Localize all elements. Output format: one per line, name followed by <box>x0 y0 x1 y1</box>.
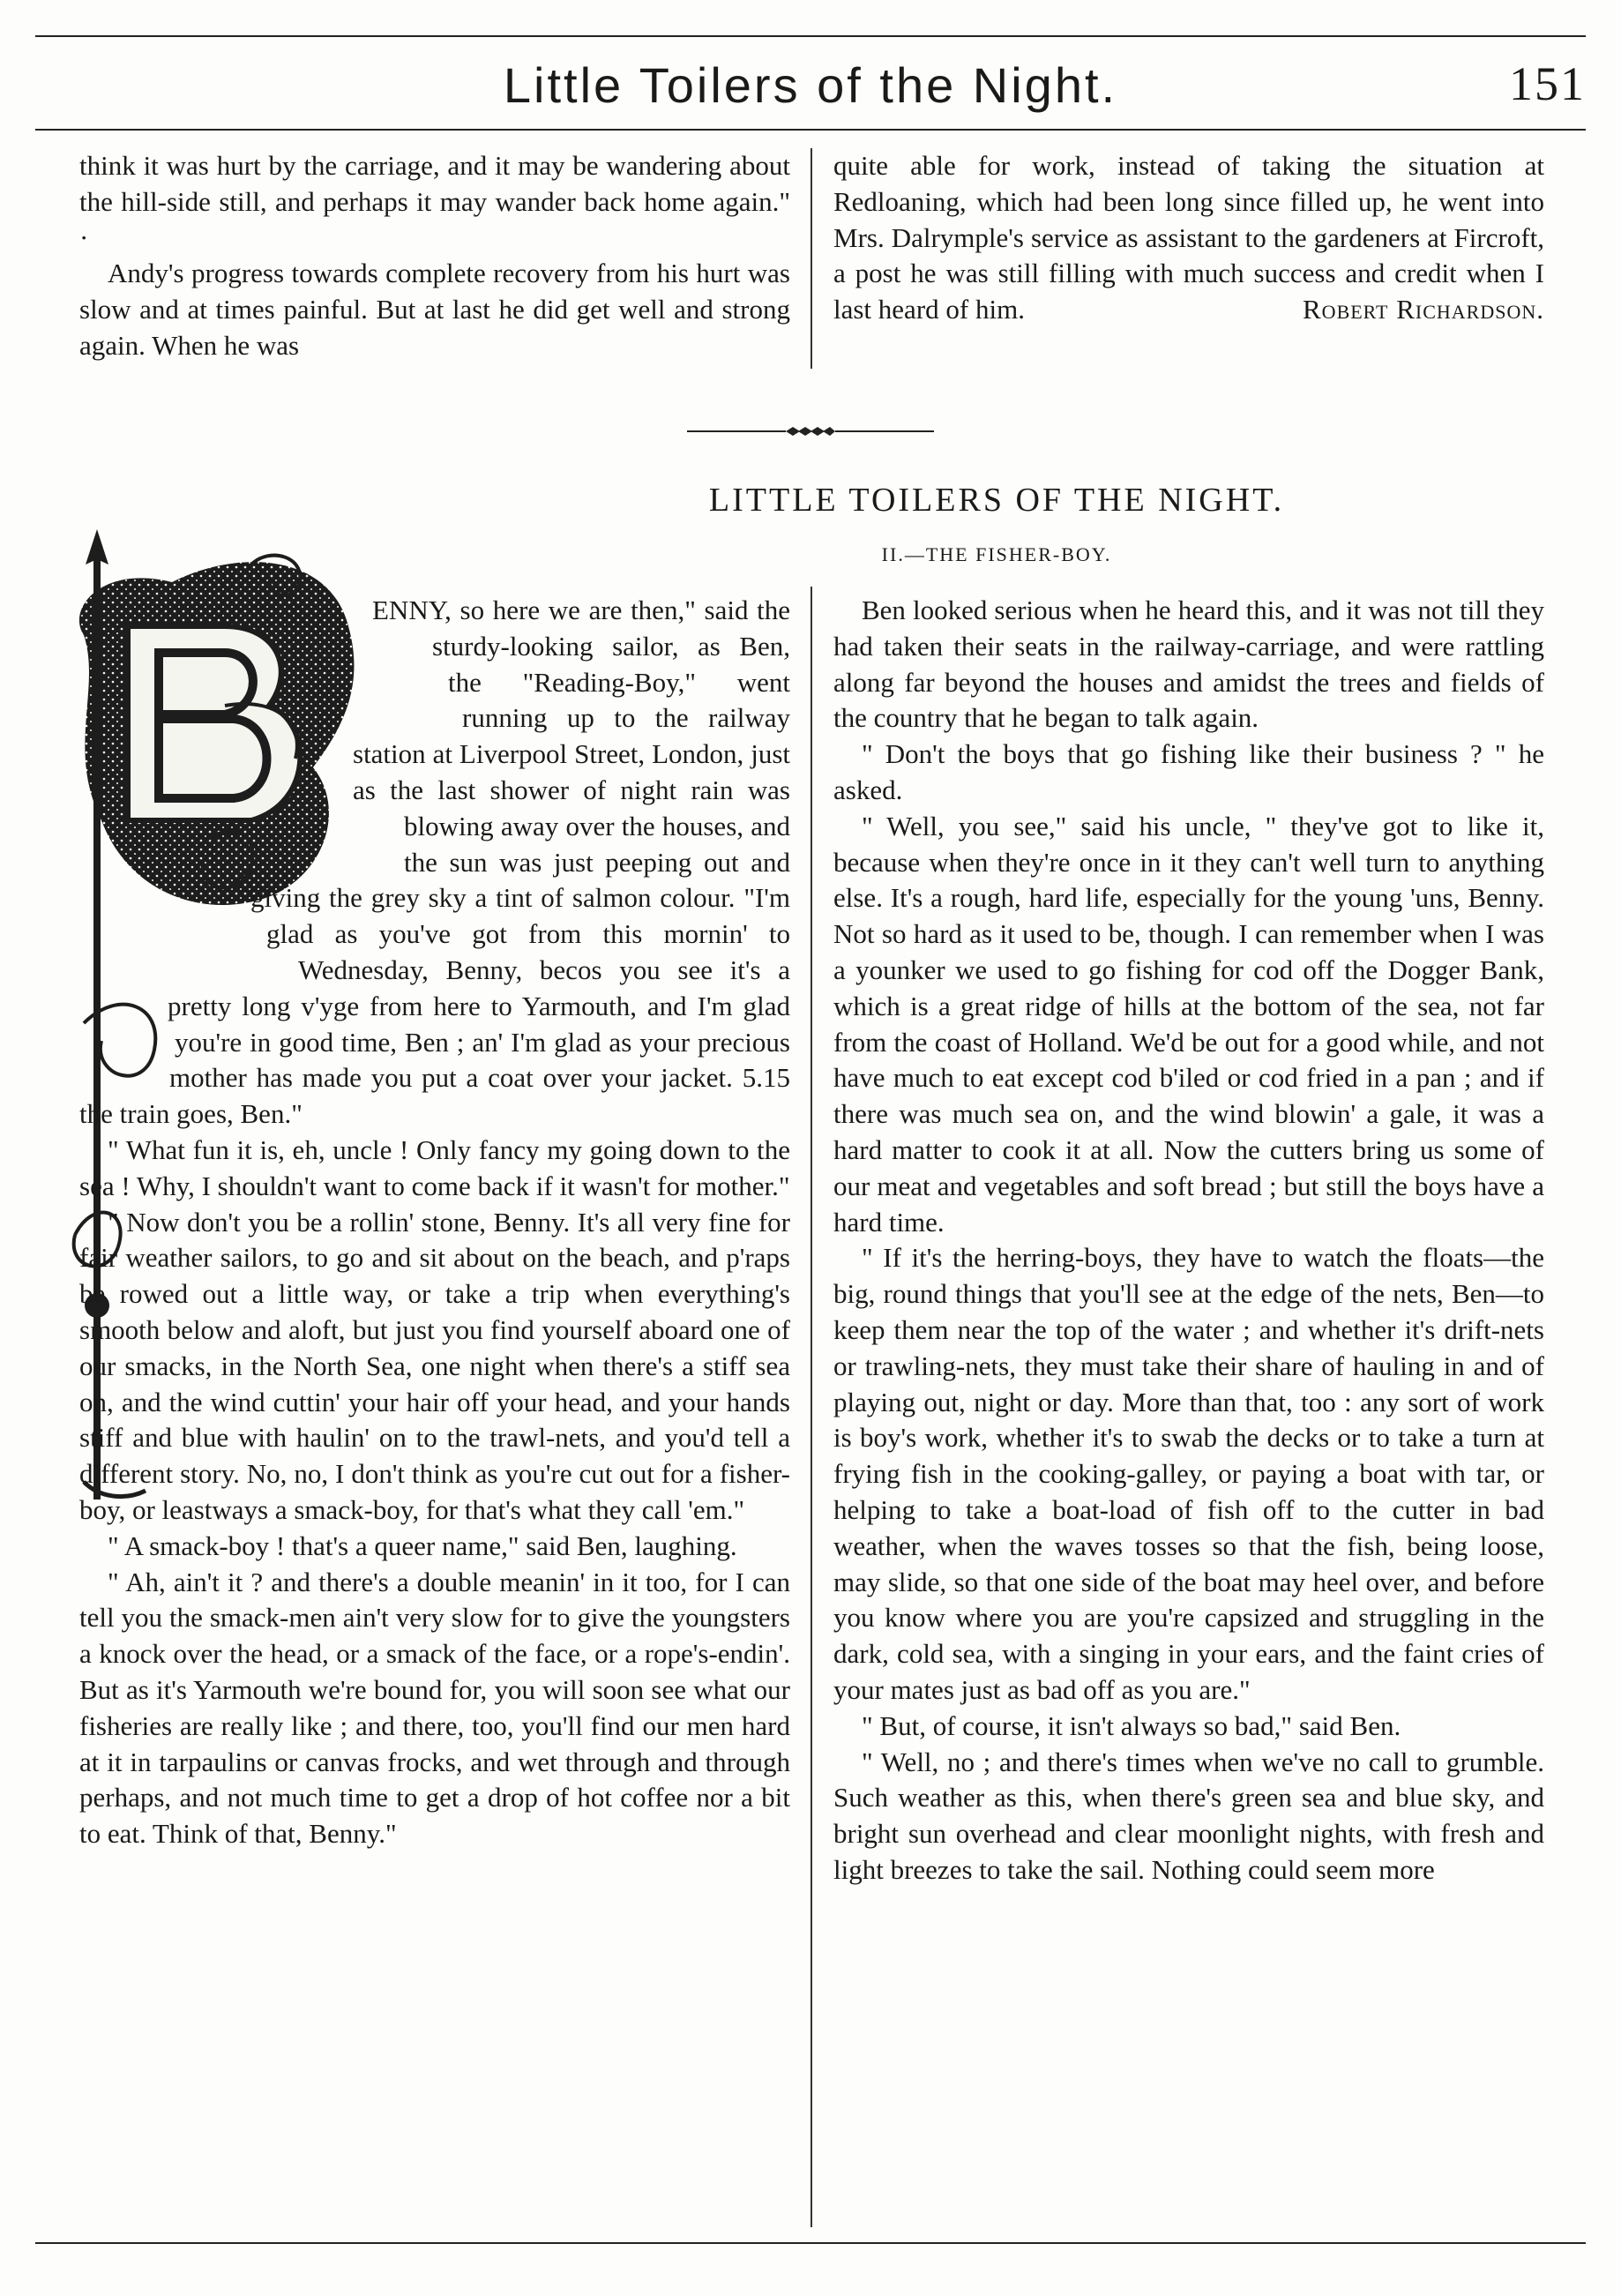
article-right-column <box>833 593 1544 1888</box>
article-title: LITTLE TOILERS OF THE NIGHT. <box>708 482 1285 519</box>
article-subtitle: II.—THE FISHER-BOY. <box>881 543 1112 565</box>
previous-story-left-column <box>79 148 790 364</box>
running-head <box>35 44 1586 129</box>
paragraph: ENNY, so here we are then," said the sturdy-looking sailor, as Ben, the "Reading-Boy," went running up to the railway station at Liverpool Street, London, just as the last shower of night rain was blowing away over the houses, and the sun was just peeping out and giving the grey sky a tint of salmon colour. "I'm glad as you've got from this mornin' to Wednesday, Benny, becos you see it's a pretty long v'yge from here to Yarmouth, and I'm glad you're in good time, Ben ; an' I'm glad as your precious mother has made you put a coat over your jacket. 5.15 the train goes, Ben." <box>79 595 790 1130</box>
previous-story-right-column <box>833 148 1544 328</box>
paragraph: Ben looked serious when he heard this, and it was not till they had taken their seats in the railway-carriage, and were rattling along far beyond the houses and amidst the trees and fields of the country that he began to talk again. <box>833 595 1544 734</box>
bottom-rule <box>35 2242 1586 2244</box>
initial-wrap-spacer <box>79 1025 175 1061</box>
paragraph: quite able for work, instead of taking the situation at Redloaning, which had been long since filled up, he went into Mrs. Dalrymple's service as assistant to the gardeners at Fircroft, a post he was still filling with much success and credit when I last heard of him. <box>833 150 1544 325</box>
author-signature: Robert Richardson. <box>1303 294 1544 325</box>
initial-wrap-spacer <box>79 989 168 1025</box>
column-divider <box>810 587 812 2227</box>
section-separator-ornament <box>687 424 934 438</box>
paragraph: " Now don't you be a rollin' stone, Benny. It's all very fine for fair weather sailors, to go and sit about on the beach, and p'raps be rowed out a little way, or take a trip when everything's smooth below and aloft, but just you find yourself aboard one of our smacks, in the North Sea, one night when there's a stiff sea on, and the wind cuttin' your hair off your head, and your hands stiff and blue with haulin' on to the trawl-nets, and you'd tell a different story. No, no, I don't think as you're cut out for a fisher-boy, or leastways a smack-boy, for that's what they call 'em." <box>79 1206 790 1525</box>
page-number: 151 <box>1509 57 1586 110</box>
initial-wrap-spacer <box>79 880 250 916</box>
initial-wrap-spacer <box>79 737 353 773</box>
paragraph: " Well, no ; and there's times when we've no call to grumble. Such weather as this, when there's green sea and blue sky, and bright sun overhead and clear moonlight nights, with fresh and light breezes to take the sail. Nothing could seem more <box>833 1746 1544 1885</box>
paragraph: " Ah, ain't it ? and there's a double meanin' in it too, for I can tell you the smack-men ain't very slow for to give the youngsters a knock over the head, or a smack of the face, or a rope's-endin'. But as it's Yarmouth we're bound for, you will soon see what our fisheries are really like ; and there, too, you'll find our men hard at it in tarpaulins or canvas frocks, and wet through and through perhaps, and not much time to get a drop of hot coffee nor a bit to eat. Think of that, Benny." <box>79 1566 790 1850</box>
initial-wrap-spacer <box>79 665 448 701</box>
paragraph: think it was hurt by the carriage, and it may be wandering about the hill-side still, and perhaps it may wander back home again." · <box>79 150 790 253</box>
paragraph: Andy's progress towards complete recovery from his hurt was slow and at times painful. But at last he did get well and strong again. When he was <box>79 258 790 361</box>
initial-wrap-spacer <box>79 593 372 629</box>
paragraph: " Don't the boys that go fishing like their business ? " he asked. <box>833 738 1544 805</box>
paragraph: " A smack-boy ! that's a queer name," said Ben, laughing. <box>108 1529 737 1561</box>
initial-wrap-spacer <box>79 629 432 665</box>
initial-wrap-spacer <box>79 953 298 989</box>
initial-wrap-spacer <box>79 809 404 845</box>
initial-wrap-spacer <box>79 700 462 737</box>
paragraph: " What fun it is, eh, uncle ! Only fancy my going down to the sea ! Why, I shouldn't want to come back if it wasn't for mother." <box>79 1133 790 1201</box>
top-rule <box>35 35 1586 37</box>
paragraph: " If it's the herring-boys, they have to watch the floats—the big, round things that you'll see at the edge of the nets, Ben—to keep them near the top of the water ; and whether it's drift-nets or trawling-nets, they must take their share of hauling in and of playing out, night or day. More than that, too : any sort of work is boy's work, whether it's to swab the decks or to take a turn at frying fish in the cooking-galley, or paying a boat with tar, or helping to take a boat-load of fish off to the cutter in bad weather, when the waves tosses so that the fish, being loose, may slide, so that one side of the boat may heel over, and before you know where you are you're capsized and struggling in the dark, cold sea, with a singing in your ears, and the faint cries of your mates just as bad off as you are." <box>833 1242 1544 1705</box>
header-rule <box>35 129 1586 131</box>
initial-wrap-spacer <box>79 1060 169 1096</box>
initial-wrap-spacer <box>79 916 266 953</box>
column-divider <box>810 148 812 369</box>
paragraph: " But, of course, it isn't always so bad," said Ben. <box>862 1709 1401 1741</box>
initial-wrap-spacer <box>79 773 353 809</box>
initial-wrap-spacer <box>79 845 404 881</box>
running-title: Little Toilers of the Night. <box>503 57 1118 113</box>
paragraph: " Well, you see," said his uncle, " they've got to like it, because when they're once in it they can't well turn to anything else. It's a rough, hard life, especially for the young 'uns, Benny. Not so hard as it used to be, though. I can remember when I was a younker we used to go fishing for cod off the Dogger Bank, which is a great ridge of hills at the bottom of the sea, not far from the coast of Holland. We'd be out for a good while, and not have much to eat except cod b'iled or cod fried in a pan ; and if there was much sea on, and the wind blowin' a gale, it was a hard matter to cook it at all. Now the cutters bring us some of our meat and vegetables and soft bread ; but still the boys have a hard time. <box>833 810 1544 1238</box>
article-left-column <box>79 593 790 1852</box>
